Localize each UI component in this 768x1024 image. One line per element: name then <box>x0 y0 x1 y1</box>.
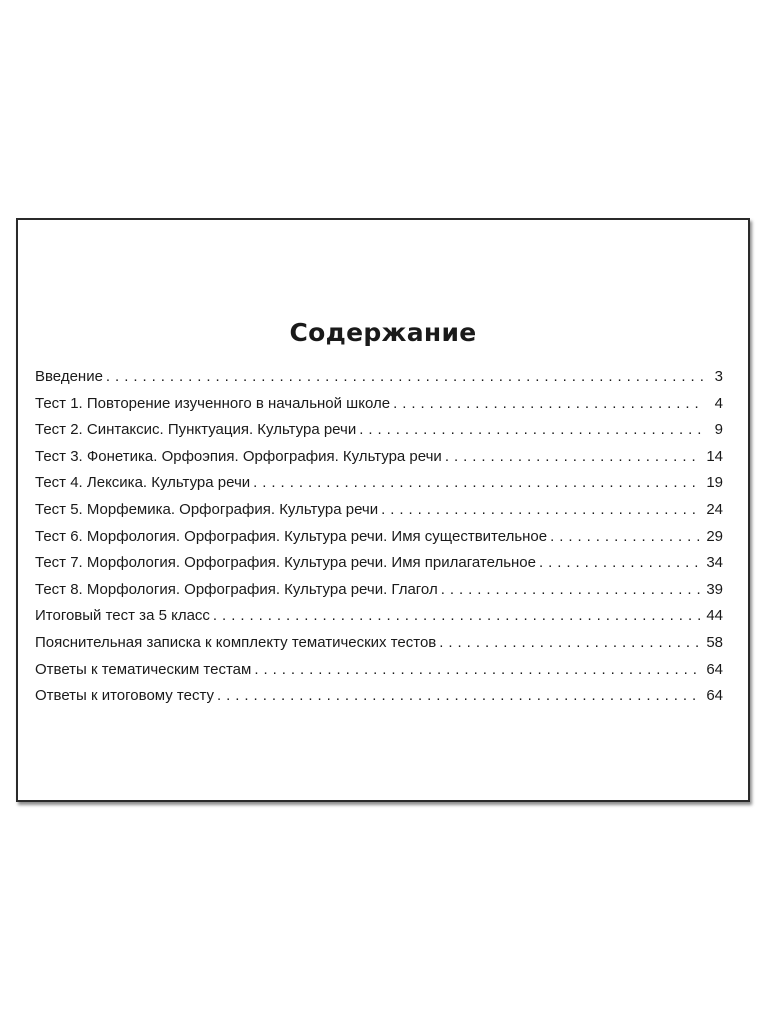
toc-entry-label: Тест 8. Морфология. Орфография. Культура речи. Глагол <box>35 580 438 598</box>
toc-entry-page: 29 <box>706 527 723 545</box>
toc-dot-leader <box>539 553 700 573</box>
toc-entry-page: 3 <box>714 368 723 385</box>
toc-entry-label: Тест 6. Морфология. Орфография. Культура речи. Имя существительное <box>35 527 548 545</box>
toc-entry-page: 9 <box>714 421 723 439</box>
toc-entry-label: Тест 7. Морфология. Орфография. Культура речи. Имя прилагательное <box>35 554 536 572</box>
toc-entry-label: Тест 3. Фонетика. Орфоэпия. Орфография. Культура речи <box>35 447 442 465</box>
toc-entry-page: 64 <box>706 687 723 705</box>
toc-entry-page: 14 <box>706 447 723 465</box>
toc-entry <box>35 500 723 527</box>
toc-dot-leader <box>393 394 703 414</box>
toc-entry-label: Тест 4. Лексика. Культура речи <box>35 474 251 492</box>
toc-dot-leader <box>359 420 703 440</box>
toc-dot-leader <box>441 580 701 600</box>
toc-dot-leader <box>439 633 700 653</box>
toc-entry-label: Пояснительная записка к комплекту тематических тестов <box>35 633 437 651</box>
toc-entry <box>35 394 723 421</box>
toc-entry <box>35 367 723 394</box>
toc-entry <box>35 660 723 687</box>
toc-entry <box>35 447 723 474</box>
toc-entry-label: Ответы к тематическим тестам <box>35 660 252 678</box>
toc-entry <box>35 553 723 580</box>
toc-dot-leader <box>213 606 700 626</box>
toc-entry-page: 64 <box>706 660 723 678</box>
toc-entry <box>35 527 723 554</box>
toc-entry-label: Ответы к итоговому тесту <box>35 687 215 705</box>
toc-entry-page: 58 <box>706 633 723 651</box>
toc-entry-label: Тест 2. Синтаксис. Пунктуация. Культура речи <box>35 421 357 439</box>
toc-dot-leader <box>445 447 701 467</box>
toc-dot-leader <box>253 473 700 493</box>
toc-entry <box>35 686 723 713</box>
toc-entry <box>35 633 723 660</box>
toc-dot-leader <box>381 500 700 520</box>
toc-dot-leader <box>254 660 700 680</box>
toc-entry <box>35 580 723 607</box>
toc-dot-leader <box>106 367 703 387</box>
toc-entry-page: 24 <box>706 500 723 518</box>
toc-dot-leader <box>217 686 700 706</box>
toc-entry-label: Итоговый тест за 5 класс <box>35 607 210 625</box>
toc-entry <box>35 473 723 500</box>
toc-entry-page: 39 <box>706 580 723 598</box>
toc-entry <box>35 606 723 633</box>
toc-entry <box>35 420 723 447</box>
toc-entry-label: Введение <box>35 368 103 385</box>
toc-entry-label: Тест 1. Повторение изученного в начальной школе <box>35 394 391 412</box>
document-page <box>16 218 750 802</box>
table-of-contents <box>35 367 723 713</box>
toc-entry-label: Тест 5. Морфемика. Орфография. Культура речи <box>35 500 379 518</box>
toc-entry-page: 44 <box>706 607 723 625</box>
toc-entry-page: 4 <box>714 394 723 412</box>
toc-dot-leader <box>550 527 700 547</box>
page-title: Содержание <box>289 318 477 347</box>
toc-entry-page: 34 <box>706 554 723 572</box>
toc-entry-page: 19 <box>706 474 723 492</box>
